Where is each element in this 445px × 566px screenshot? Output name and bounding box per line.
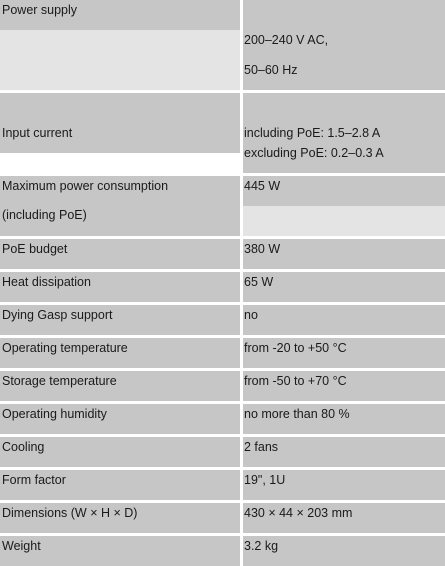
spec-label-cell — [0, 93, 240, 173]
spec-row-dimensions — [0, 503, 445, 533]
spec-label: Power supply — [2, 3, 78, 17]
spec-value: 3.2 kg — [244, 539, 279, 553]
spec-value-cell — [243, 176, 445, 236]
spec-value: from -20 to +50 °C — [244, 341, 347, 355]
spec-label: Cooling — [2, 440, 45, 454]
spec-label-cell — [0, 176, 240, 236]
spec-label: (including PoE) — [2, 208, 87, 222]
spec-row-input-current — [0, 93, 445, 173]
spec-label: Operating humidity — [2, 407, 107, 421]
spec-row-operating-temperature — [0, 338, 445, 368]
spec-label: Form factor — [2, 473, 66, 487]
spec-label: PoE budget — [2, 242, 68, 256]
spec-label: Input current — [2, 126, 73, 140]
spec-value: including PoE: 1.5–2.8 A — [244, 126, 381, 140]
spec-row-cooling — [0, 437, 445, 467]
spec-row-heat-dissipation — [0, 272, 445, 302]
spec-row-dying-gasp — [0, 305, 445, 335]
spec-row-poe-budget — [0, 239, 445, 269]
spec-value: excluding PoE: 0.2–0.3 A — [244, 146, 384, 160]
spec-value: 380 W — [244, 242, 281, 256]
spec-value: 65 W — [244, 275, 274, 289]
spec-value: 445 W — [244, 179, 281, 193]
spec-value-cell — [243, 0, 445, 90]
spec-value: no more than 80 % — [244, 407, 350, 421]
spec-row-max-power — [0, 176, 445, 236]
spec-row-storage-temperature — [0, 371, 445, 401]
spec-value: 19", 1U — [244, 473, 286, 487]
spec-value: 50–60 Hz — [244, 63, 298, 77]
spec-value: no — [244, 308, 258, 322]
spec-label: Operating temperature — [2, 341, 128, 355]
spec-row-operating-humidity — [0, 404, 445, 434]
spec-value: 200–240 V AC, — [244, 33, 329, 47]
spec-row-form-factor — [0, 470, 445, 500]
spec-value-cell — [243, 93, 445, 173]
spec-label: Storage temperature — [2, 374, 117, 388]
spec-label: Heat dissipation — [2, 275, 91, 289]
spec-label: Dying Gasp support — [2, 308, 113, 322]
spec-label: Maximum power consumption — [2, 179, 169, 193]
spec-label: Dimensions (W × H × D) — [2, 506, 138, 520]
spec-value: 2 fans — [244, 440, 279, 454]
spec-row-power-supply — [0, 0, 445, 90]
spec-value: 430 × 44 × 203 mm — [244, 506, 353, 520]
spec-value: from -50 to +70 °C — [244, 374, 347, 388]
spec-label: Weight — [2, 539, 41, 553]
spec-label-cell — [0, 0, 240, 90]
